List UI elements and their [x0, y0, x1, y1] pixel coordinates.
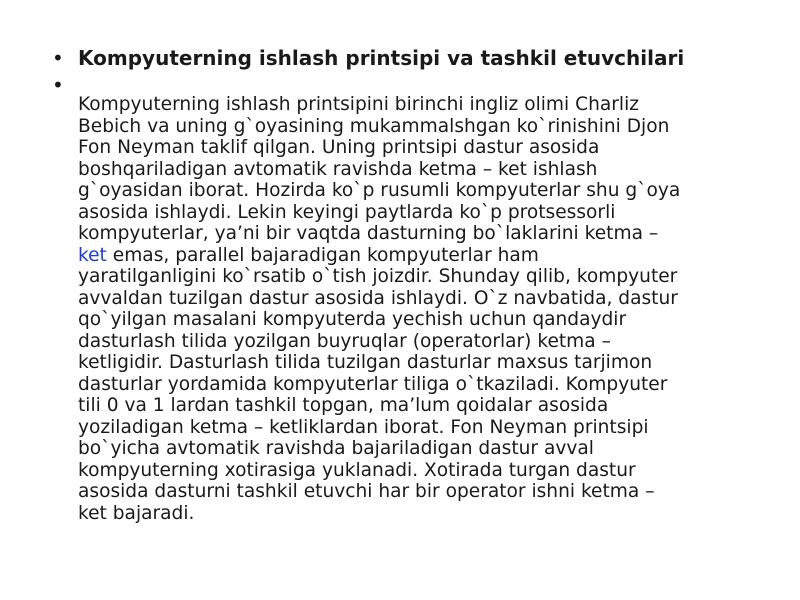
- bullet-marker: •: [52, 73, 64, 97]
- paragraph-line: Bebich va uning g`oyasining mukammalshgan ko`rinishini Djon: [78, 115, 670, 137]
- slide-title: Kompyuterning ishlash printsipi va tashkil etuvchilari: [78, 46, 685, 70]
- paragraph-line: qo`yilgan masalani kompyuterda yechish uchun qandaydir: [78, 309, 627, 330]
- paragraph-line: boshqariladigan avtomatik ravishda ketma – ket ishlash: [78, 158, 598, 180]
- bullet-marker: •: [52, 46, 64, 70]
- paragraph-line: avvaldan tuzilgan dastur asosida ishlaydi. O`z navbatida, dastur: [78, 287, 678, 309]
- paragraph-line: kompyuterning xotirasiga yuklanadi. Xotirada turgan dastur: [78, 459, 636, 481]
- paragraph-line: bo`yicha avtomatik ravishda bajariladigan dastur avval: [78, 438, 594, 459]
- paragraph-line: Kompyuterning ishlash printsipini birinchi ingliz olimi Charliz: [78, 94, 639, 115]
- paragraph-line: kompyuterlar, ya’ni bir vaqtda dasturning bo`laklarini ketma –: [78, 223, 659, 244]
- paragraph-line: Fon Neyman taklif qilgan. Uning printsipi dastur asosida: [78, 137, 600, 158]
- paragraph-line-continuation: emas, parallel bajaradigan kompyuterlar ham: [106, 244, 539, 266]
- paragraph-line: asosida ishlaydi. Lekin keyingi paytlarda ko`p protsessorli: [78, 201, 616, 223]
- ket-link[interactable]: ket: [78, 244, 107, 266]
- paragraph-line: dasturlash tilida yozilgan buyruqlar (operatorlar) ketma –: [78, 330, 611, 352]
- paragraph-line-with-link: [78, 245, 758, 267]
- paragraph-line: g`oyasidan iborat. Hozirda ko`p rusumli kompyuterlar shu g`oya: [78, 180, 681, 201]
- paragraph-line: asosida dasturni tashkil etuvchi har bir operator ishni ketma –: [78, 481, 655, 502]
- paragraph-line: tili 0 va 1 lardan tashkil topgan, ma’lum qoidalar asosida: [78, 395, 609, 416]
- paragraph-line: yoziladigan ketma – ketliklardan iborat. Fon Neyman printsipi: [78, 416, 649, 438]
- paragraph-line: ket bajaradi.: [78, 502, 195, 524]
- paragraph-line: ketligidir. Dasturlash tilida tuzilgan dasturlar maxsus tarjimon: [78, 352, 653, 373]
- body-paragraph: [78, 94, 758, 524]
- paragraph-line: yaratilganligini ko`rsatib o`tish joizdir. Shunday qilib, kompyuter: [78, 266, 678, 287]
- paragraph-line: dasturlar yordamida kompyuterlar tiliga o`tkaziladi. Kompyuter: [78, 373, 668, 395]
